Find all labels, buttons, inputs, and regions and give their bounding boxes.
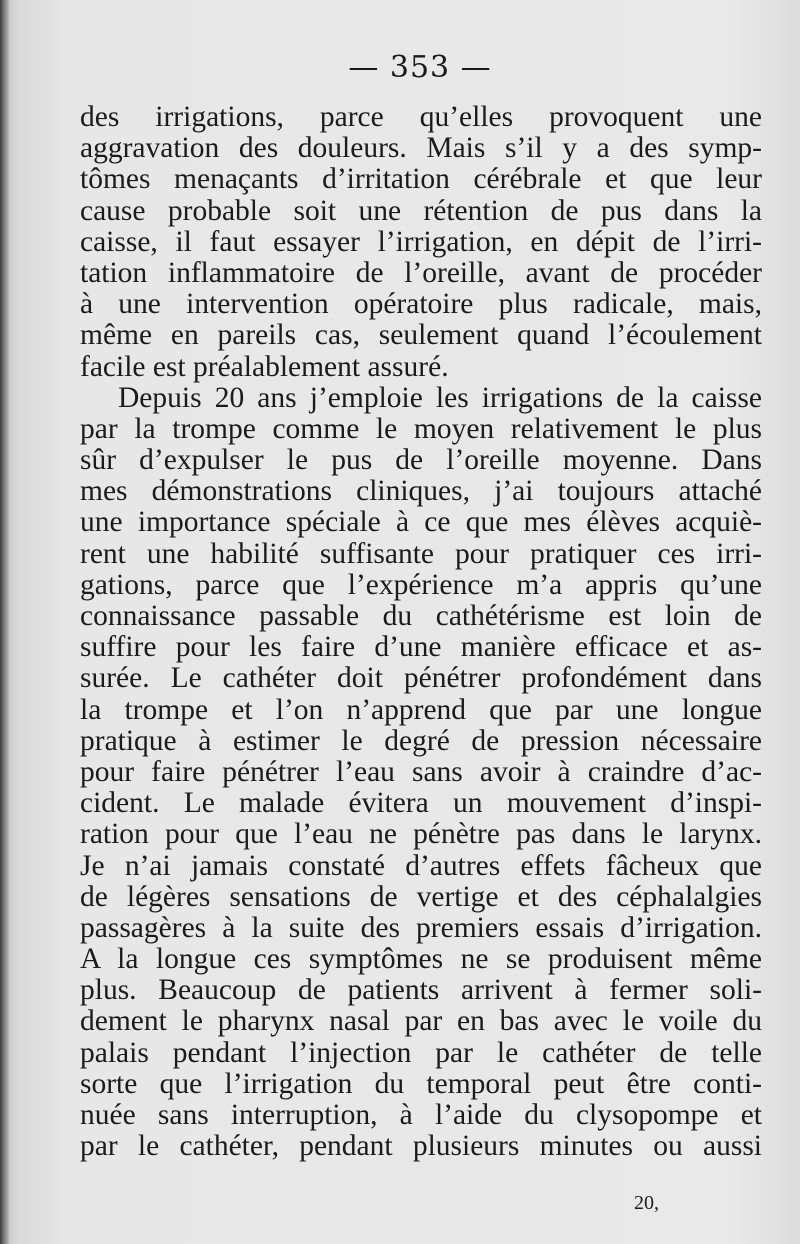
signature-mark: 20, (634, 1192, 659, 1214)
text-line: pratique à estimer le degré de pression nécessaire (80, 724, 762, 757)
text-line: nuée sans interruption, à l’aide du clysopompe et (80, 1099, 762, 1131)
text-line: passagères à la suite des premiers essais d’irrigation. (80, 911, 762, 944)
text-line: cause probable soit une rétention de pus dans la (80, 194, 762, 227)
text-line: plus. Beaucoup de patients arrivent à fermer soli- (80, 974, 762, 1007)
text-line: des irrigations, parce qu’elles provoquent une (80, 101, 762, 133)
text-line: une importance spéciale à ce que mes élèves acquiè- (80, 506, 762, 539)
text-line: même en pareils cas, seulement quand l’écoulement (80, 319, 762, 352)
text-line: aggravation des douleurs. Mais s’il y a des symp- (80, 132, 762, 165)
text-line: pour faire pénétrer l’eau sans avoir à craindre d’ac- (80, 755, 762, 788)
text-line: suffire pour les faire d’une manière efficace et as- (80, 631, 762, 664)
text-line: cident. Le malade évitera un mouvement d’inspi- (80, 787, 762, 820)
text-line: ration pour que l’eau ne pénètre pas dans le larynx. (80, 818, 762, 851)
text-line: de légères sensations de vertige et des céphalalgies (80, 880, 762, 913)
text-line: gations, parce que l’expérience m’a appris qu’une (80, 568, 762, 601)
text-line: mes démonstrations cliniques, j’ai toujours attaché (80, 475, 762, 508)
text-line: facile est préalablement assuré. (80, 350, 449, 383)
page-number: — 353 — (348, 50, 492, 85)
text-line: sorte que l’irrigation du temporal peut être conti- (80, 1067, 762, 1100)
text-line: rent une habilité suffisante pour pratiquer ces irri- (80, 537, 762, 570)
text-line: connaissance passable du cathétérisme est loin de (80, 600, 762, 632)
text-line: A la longue ces symptômes ne se produisent même (80, 943, 762, 976)
text-line: par la trompe comme le moyen relativement le plus (80, 412, 762, 445)
text-line: tation inflammatoire de l’oreille, avant de procéder (80, 256, 762, 289)
text-line: dement le pharynx nasal par en bas avec le voile du (80, 1005, 762, 1038)
page-binding-shadow (0, 0, 10, 1244)
text-line: Depuis 20 ans j’emploie les irrigations de la caisse (118, 381, 762, 414)
text-line: sûr d’expulser le pus de l’oreille moyenne. Dans (80, 444, 762, 477)
text-line: tômes menaçants d’irritation cérébrale et que leur (80, 163, 762, 196)
body-text (80, 102, 762, 1162)
text-line: par le cathéter, pendant plusieurs minutes ou aussi (80, 1130, 762, 1163)
text-line: à une intervention opératoire plus radicale, mais, (80, 288, 762, 321)
text-line: caisse, il faut essayer l’irrigation, en dépit de l’irri- (80, 225, 762, 258)
text-line: palais pendant l’injection par le cathéter de telle (80, 1036, 762, 1069)
text-line: Je n’ai jamais constaté d’autres effets fâcheux que (80, 849, 762, 882)
text-line: la trompe et l’on n’apprend que par une longue (80, 693, 762, 726)
text-line: surée. Le cathéter doit pénétrer profondément dans (80, 662, 762, 695)
